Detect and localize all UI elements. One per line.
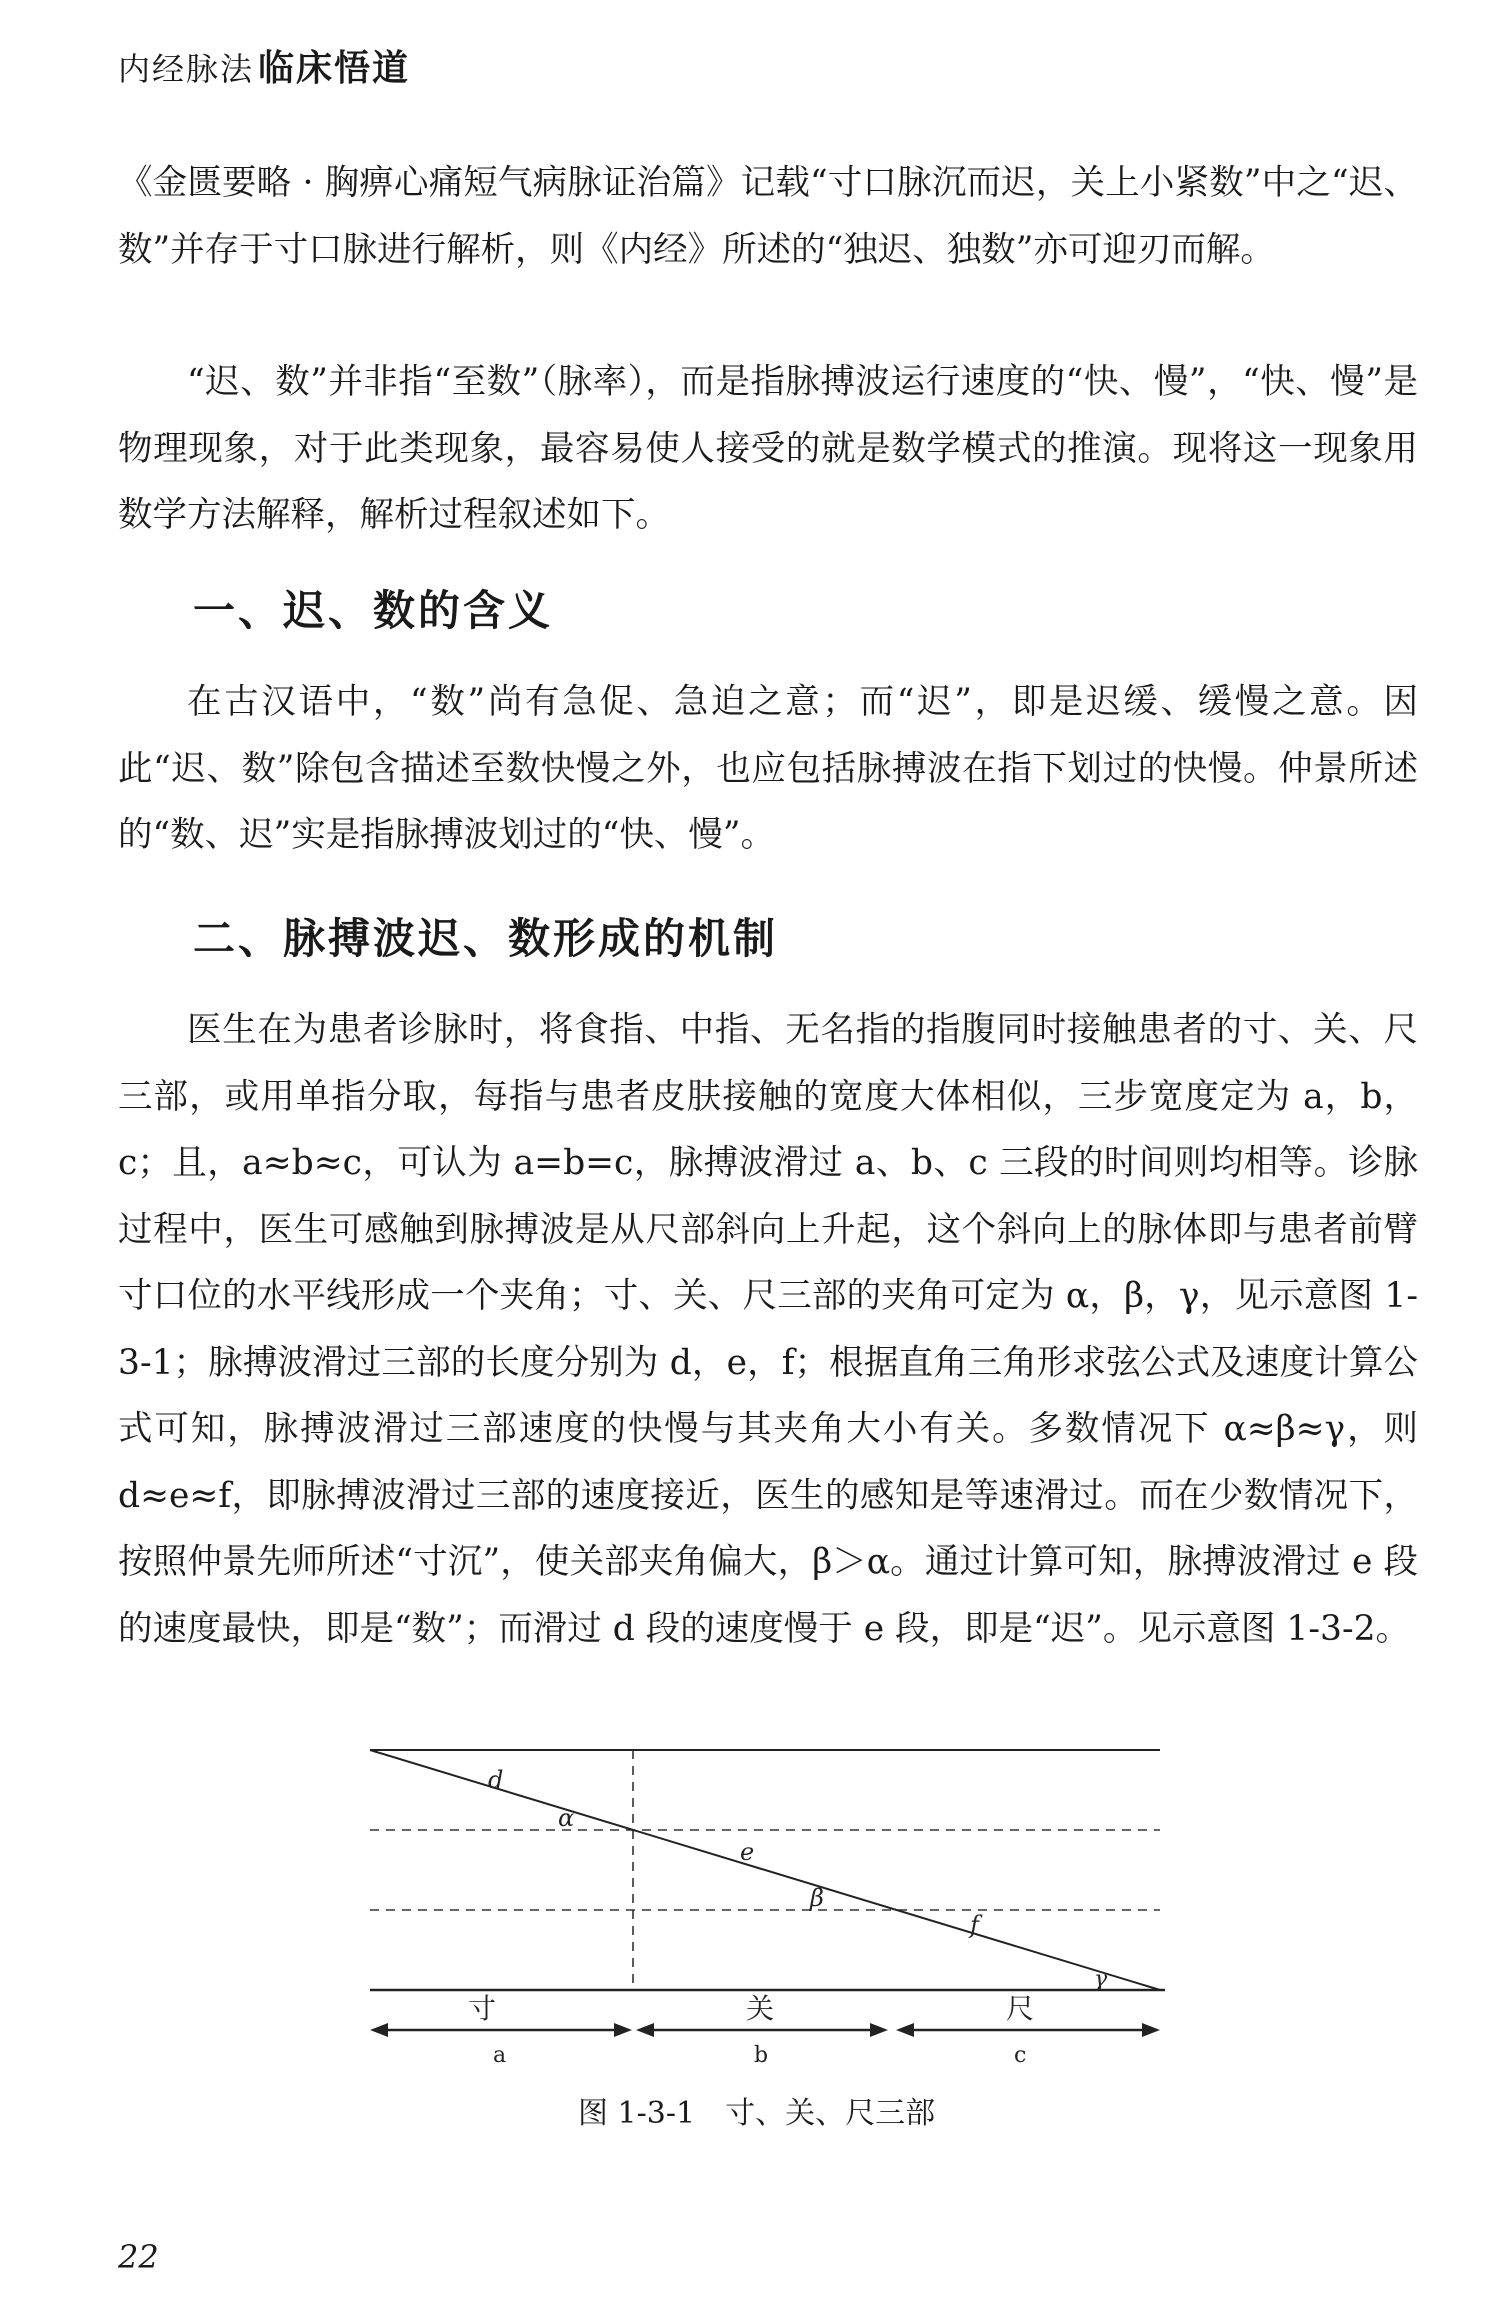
width-label-b: b: [754, 2043, 769, 2068]
segment-label-d: d: [488, 1766, 504, 1794]
section-heading-1: 一、迟、数的含义: [193, 586, 554, 635]
angle-label-gamma: γ: [1094, 1967, 1108, 1992]
page-number: 22: [118, 2238, 159, 2276]
segment-label-f: f: [970, 1911, 979, 1939]
segment-label-e: e: [740, 1838, 755, 1866]
angle-label-alpha: α: [558, 1804, 575, 1832]
part-label-guan: 关: [746, 1992, 775, 2025]
angle-label-beta: β: [810, 1884, 824, 1912]
section-heading-2: 二、脉搏波迟、数形成的机制: [193, 914, 779, 963]
paragraph-1: 《金匮要略 · 胸痹心痛短气病脉证治篇》记载“寸口脉沉而迟，关上小紧数”中之“迟、数”并存于寸口脉进行解析，则《内经》所述的“独迟、独数”亦可迎刃而解。: [118, 163, 1418, 270]
arrow-a: [370, 2023, 632, 2037]
paragraph-3: 在古汉语中，“数”尚有急促、急迫之意；而“迟”，即是迟缓、缓慢之意。因此“迟、数”除包含描述至数快慢之外，也应包括脉搏波在指下划过的快慢。仲景所述的“数、迟”实是指脉搏波划过的“快、慢”。: [118, 682, 1418, 855]
header-book-title: 内经脉法: [118, 50, 255, 88]
part-label-chi: 尺: [1006, 1992, 1035, 2025]
part-label-cun: 寸: [468, 1992, 497, 2025]
header-series-title: 临床悟道: [258, 47, 411, 89]
width-label-c: c: [1014, 2043, 1027, 2068]
pulse-diagram: [350, 1730, 1170, 2070]
arrow-b: [636, 2023, 888, 2037]
arrow-c: [896, 2023, 1160, 2037]
paragraph-2: “迟、数”并非指“至数”（脉率），而是指脉搏波运行速度的“快、慢”，“快、慢”是物理现象，对于此类现象，最容易使人接受的就是数学模式的推演。现将这一现象用数学方法解释，解析过程叙述如下。: [118, 362, 1418, 535]
running-header: [118, 40, 410, 91]
figure-caption: 图 1-3-1 寸、关、尺三部: [578, 2096, 936, 2131]
paragraph-4: 医生在为患者诊脉时，将食指、中指、无名指的指腹同时接触患者的寸、关、尺三部，或用单指分取，每指与患者皮肤接触的宽度大体相似，三步宽度定为 a，b，c；且，a≈b≈c，可认为 a=b=c，脉搏波滑过 a、b、c 三段的时间则均相等。诊脉过程中，医生可感触到脉搏波是从尺部斜向上升起，这个斜向上的脉体即与患者前臂寸口位的水平线形成一个夹角；寸、关、尺三部的夹角可定为 α，β，γ，见示意图 1-3-1；脉搏波滑过三部的长度分别为 d，e，f；根据直角三角形求弦公式及速度计算公式可知，脉搏波滑过三部速度的快慢与其夹角大小有关。多数情况下 α≈β≈γ，则 d≈e≈f，即脉搏波滑过三部的速度接近，医生的感知是等速滑过。而在少数情况下，按照仲景先师所述“寸沉”，使关部夹角偏大，β＞α。通过计算可知，脉搏波滑过 e 段的速度最快，即是“数”；而滑过 d 段的速度慢于 e 段，即是“迟”。见示意图 1-3-2。: [118, 1010, 1418, 1649]
width-label-a: a: [493, 2043, 507, 2068]
